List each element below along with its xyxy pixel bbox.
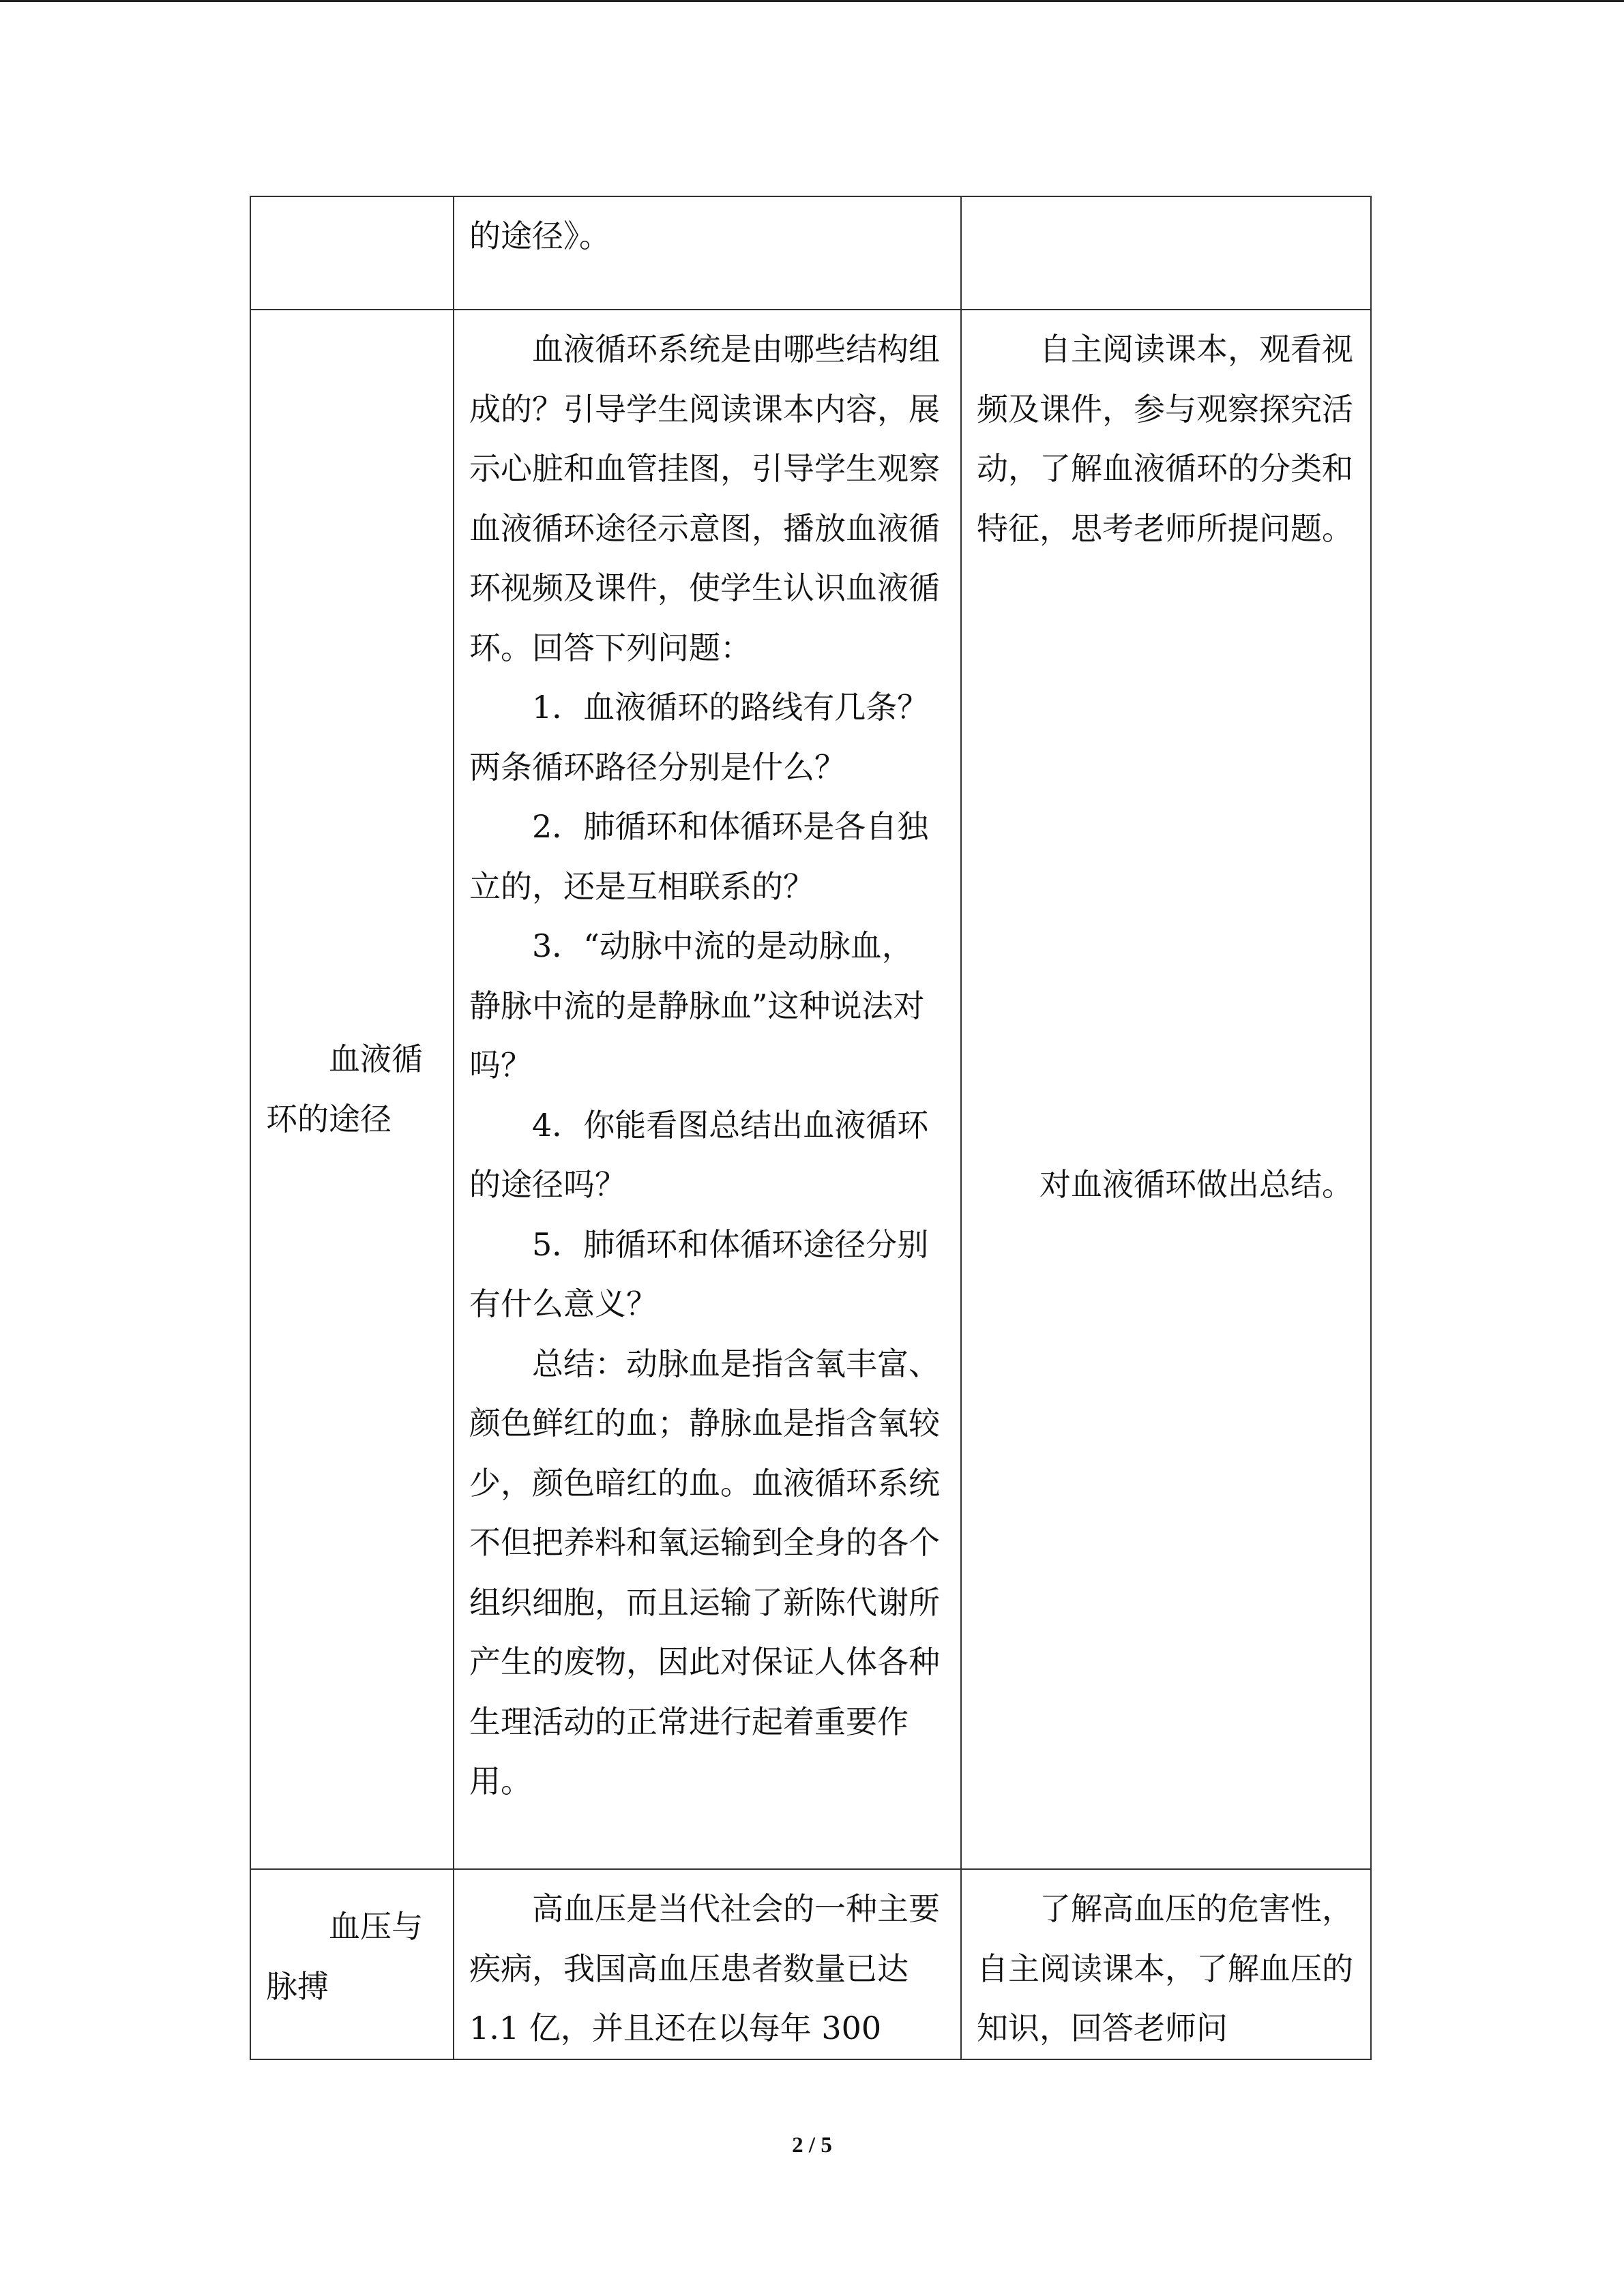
lesson-plan-table xyxy=(250,196,1372,2060)
summary-paragraph: 总结：动脉血是指含氧丰富、颜色鲜红的血；静脉血是指含氧较少，颜色暗红的血。血液循环系统不但把养料和氧运输到全身的各个组织细胞，而且运输了新陈代谢所产生的废物，因此对保证人体各种生理活动的正常进行起着重要作用。 xyxy=(469,1345,940,1800)
top-border-line xyxy=(0,0,1624,2)
teacher-activity-cell xyxy=(454,310,961,1869)
topic-label: 血压与脉搏 xyxy=(266,1908,423,2005)
topic-cell xyxy=(250,1869,454,2059)
teacher-paragraph: 血液循环系统是由哪些结构组成的？引导学生阅读课本内容，展示心脏和血管挂图，引导学生观察血液循环途径示意图，播放血液循环视频及课件，使学生认识血液循环。回答下列问题： xyxy=(469,331,940,666)
page-number: 2 / 5 xyxy=(792,2133,832,2158)
student-activity-cell xyxy=(961,310,1371,1869)
teacher-text: 的途径》。 xyxy=(469,218,610,254)
topic-cell xyxy=(250,196,454,310)
table-row xyxy=(250,310,1371,1869)
topic-label: 血液循环的途径 xyxy=(266,1041,423,1137)
student-activity-cell xyxy=(961,1869,1371,2059)
teacher-activity-cell xyxy=(454,1869,961,2059)
question-item: 4．你能看图总结出血液循环的途径吗？ xyxy=(469,1106,929,1203)
question-item: 1．血液循环的路线有几条？两条循环路径分别是什么？ xyxy=(469,689,929,786)
question-item: 3．“动脉中流的是动脉血，静脉中流的是静脉血”这种说法对吗？ xyxy=(469,927,925,1084)
question-item: 2．肺循环和体循环是各自独立的，还是互相联系的？ xyxy=(469,808,929,905)
student-summary: 对血液循环做出总结。 xyxy=(1039,1166,1353,1203)
teacher-paragraph: 高血压是当代社会的一种主要疾病，我国高血压患者数量已达 1.1 亿，并且还在以每年 300 xyxy=(469,1890,940,2046)
student-activity-cell xyxy=(961,196,1371,310)
student-paragraph: 自主阅读课本，观看视频及课件，参与观察探究活动，了解血液循环的分类和特征，思考老师所提问题。 xyxy=(977,331,1353,547)
table-row xyxy=(250,196,1371,310)
topic-cell xyxy=(250,310,454,1869)
table-row xyxy=(250,1869,1371,2059)
question-item: 5．肺循环和体循环途径分别有什么意义？ xyxy=(469,1225,929,1322)
teacher-activity-cell xyxy=(454,196,961,310)
student-paragraph: 了解高血压的危害性，自主阅读课本，了解血压的知识，回答老师问 xyxy=(977,1890,1353,2046)
